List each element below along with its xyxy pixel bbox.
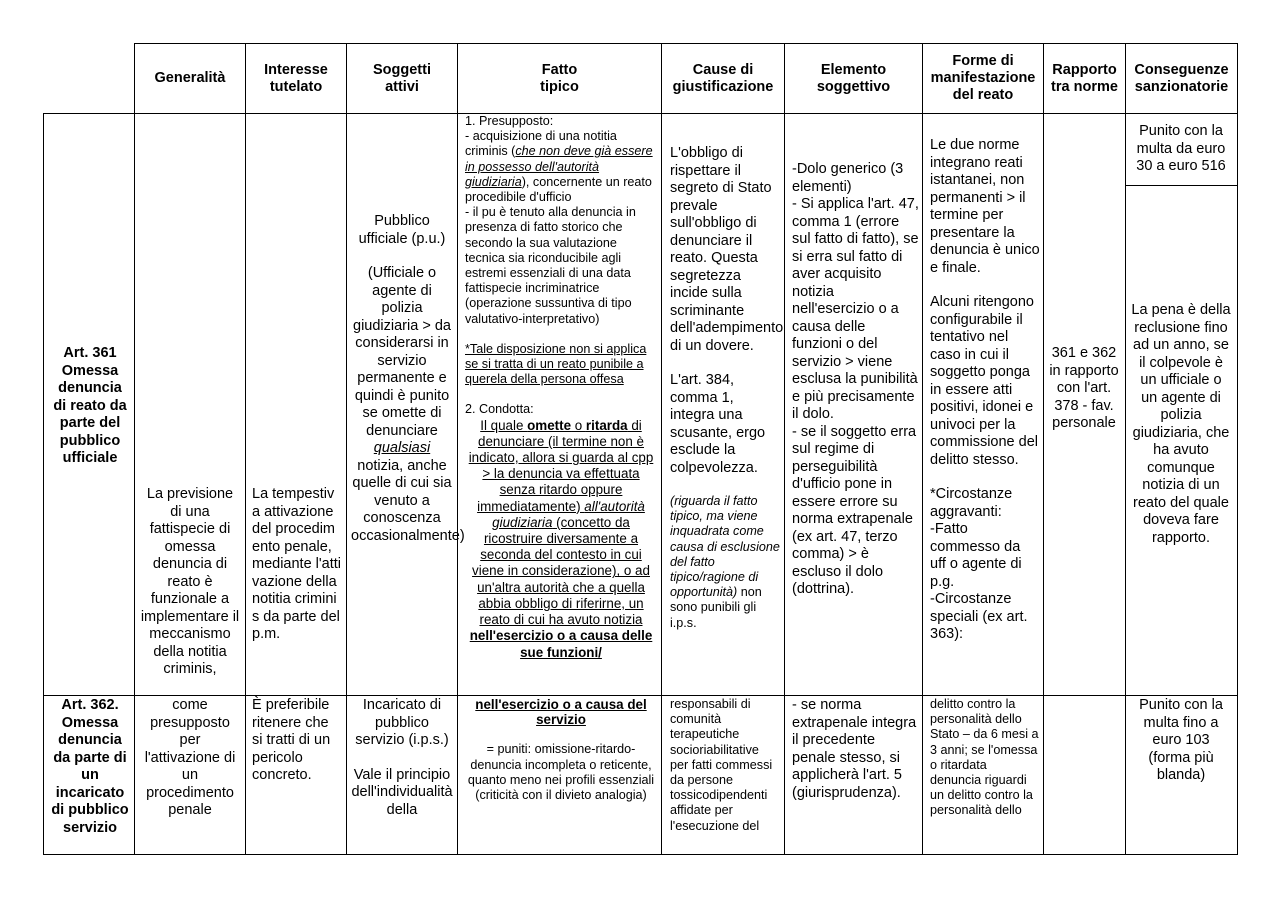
art361-soggetti-detail: (Ufficiale o agente di polizia giudiziaria > da considerarsi in servizio permanente e quindi è punito se omette di denunciare qualsiasi notizia, anche quelle di cui sia venuto a conoscenza occasionalmente) xyxy=(351,265,465,544)
art362-soggetti xyxy=(351,697,453,854)
cause-scusante: L'art. 384, comma 1, integra una scusante, ergo esclude la colpevolezza. xyxy=(670,372,766,476)
row-divider xyxy=(43,695,1238,696)
col-line xyxy=(134,43,135,855)
sanctions-divider xyxy=(1125,185,1238,186)
condotta-text: Il quale omette o ritarda di denunciare (il termine non è indicato, allora si guarda al cpp > la denuncia va effettuata senza ritardo oppure immediatamente) all'autorità giudiziaria (concetto da ricostruire diversamente a seconda del contesto in cui viene in considerazione), o ad un'altra autorità che a quella abbia obbligo di riferirne, un reato di cui ha avuto notizia nell'esercizio o a causa delle sue funzioni/ xyxy=(468,417,654,660)
header-conseguenze: Conseguenze sanzionatorie xyxy=(1134,61,1229,95)
art362-fatto xyxy=(465,697,657,854)
art362-interesse: È preferibile ritenere che si tratti di un pericolo concreto. xyxy=(252,697,331,783)
col-line xyxy=(1043,43,1044,855)
art361-multa: Punito con la multa da euro 30 a euro 516 xyxy=(1136,123,1226,174)
col-line xyxy=(457,43,458,855)
cause-note: (riguarda il fatto tipico, ma viene inquadrata come causa di esclusione del fatto tipico/ragione di opportunità) non sono punibili gli i.p.s. xyxy=(670,494,780,630)
art361-interesse: La tempestiva attivazione del procedimento penale, mediante l'attivazione della notitia criminis da parte del p.m. xyxy=(252,486,342,642)
art361-elemento: -Dolo generico (3 elementi) - Si applica l'art. 47, comma 1 (errore sul fatto di fatto), se si erra sul fatto di aver acquisito notizia nell'esercizio o a causa delle funzioni o del servizio > viene esclusa la punibilità e più precisamente il dolo. - se il soggetto erra sul regime di perseguibilità d'ufficio pone in essere errore su norma extrapenale (ex art. 47, terzo comma) > è escluso il dolo (dottrina). xyxy=(792,161,919,597)
art362-multa: Punito con la multa fino a euro 103 (forma più blanda) xyxy=(1139,697,1223,783)
header-fatto: Fatto tipico xyxy=(540,61,579,95)
art361-title: Art. 361 Omessa denuncia di reato da parte del pubblico ufficiale xyxy=(53,345,127,466)
table-bottom-border xyxy=(43,854,1238,855)
forme-circostanze: *Circostanze aggravanti: -Fatto commesso da uff o agente di p.g. -Circostanze speciali (ex art. 363): xyxy=(930,486,1028,642)
art362-elemento: - se norma extrapenale integra il precedente penale stesso, si applicherà l'art. 5 (giurisprudenza). xyxy=(792,697,917,801)
presupposto-a: - acquisizione di una notitia criminis (che non deve già essere in possesso dell'autorità giudiziaria), concernente un reato procedibile d'ufficio xyxy=(465,129,653,205)
col-line xyxy=(1125,43,1126,855)
presupposto-b: - il pu è tenuto alla denuncia in presenza di fatto storico che secondo la sua valutazione tecnica sia riconducibile agli estremi essenziali di una data fattispecie incriminatrice (operazione sussuntiva di tipo valutativo-interpretativo) xyxy=(465,205,636,326)
art362-forme: delitto contro la personalità dello Stato – da 6 mesi a 3 anni; se l'omessa o ritardata denuncia riguardi un delitto contro la personalità dello xyxy=(930,697,1039,818)
art361-soggetti xyxy=(351,213,465,545)
art362-soggetti-detail: Vale il principio dell'individualità della xyxy=(351,766,453,818)
art361-fatto xyxy=(465,114,657,695)
art362-title: Art. 362. Omessa denuncia da parte di un incaricato di pubblico servizio xyxy=(51,697,129,836)
header-elemento: Elemento soggettivo xyxy=(816,61,891,95)
col-line xyxy=(784,43,785,855)
art361-forme xyxy=(930,137,1040,697)
header-forme: Forme di manifestazione del reato xyxy=(930,53,1036,103)
art362-cause: responsabili di comunità terapeutiche socioriabilitative per fatti commessi da persone tossicodipendenti affidate per l'esecuzione del xyxy=(670,697,773,833)
header-cause: Cause di giustificazione xyxy=(672,61,774,95)
col-line xyxy=(346,43,347,855)
art361-rapporto: 361 e 362 in rapporto con l'art. 378 - fav. personale xyxy=(1049,345,1119,431)
col-line xyxy=(1237,43,1238,855)
condotta-title: 2. Condotta: xyxy=(465,402,534,417)
col-line xyxy=(43,113,44,855)
col-line xyxy=(661,43,662,855)
art361-pena: La pena è della reclusione fino ad un anno, se il colpevole è un ufficiale o un agente di polizia giudiziaria, che ha avuto comunque notizia di un reato del quale doveva fare rapporto. xyxy=(1131,302,1231,546)
col-line xyxy=(245,43,246,855)
cause-segreto: L'obbligo di rispettare il segreto di Stato prevale sull'obbligo di denunciare il reato. Questa segretezza incide sulla scriminante dell'adempimento di un dovere. xyxy=(670,145,784,354)
art361-soggetti-pu: Pubblico ufficiale (p.u.) xyxy=(358,213,446,247)
presupposto-note: *Tale disposizione non si applica se si tratta di un reato punibile a querela della persona offesa xyxy=(465,341,647,387)
col-line xyxy=(922,43,923,855)
art361-generalita: La previsione di una fattispecie di omessa denuncia di reato è funzionale a implementare il meccanismo della notitia criminis, xyxy=(140,486,240,677)
art362-soggetti-ips: Incaricato di pubblico servizio (i.p.s.) xyxy=(355,697,449,748)
art362-generalita: come presupposto per l'attivazione di un procedimento penale xyxy=(144,697,236,818)
art362-fatto-puniti: = puniti: omissione-ritardo-denuncia incompleta o reticente, quanto meno nei profili essenziali (criticità con il divieto analogia) xyxy=(467,742,655,803)
presupposto-title: 1. Presupposto: xyxy=(465,114,554,128)
header-rapporto: Rapporto tra norme xyxy=(1051,61,1118,95)
qualsiasi-emphasis: qualsiasi xyxy=(373,440,431,456)
art362-fatto-servizio: nell'esercizio o a causa del servizio xyxy=(475,697,647,728)
header-generalita: Generalità xyxy=(154,70,226,86)
forme-tentativo: Alcuni ritengono configurabile il tentativo nel caso in cui il soggetto ponga in essere atti positivi, idonei e univoci per la commissione del delitto stesso. xyxy=(930,294,1038,468)
header-interesse: Interesse tutelato xyxy=(264,61,328,95)
art361-cause xyxy=(670,145,784,685)
forme-istantanei: Le due norme integrano reati istantanei, non permanenti > il termine per presentare la denuncia è unico e finale. xyxy=(930,137,1040,276)
header-soggetti: Soggetti attivi xyxy=(373,61,431,95)
